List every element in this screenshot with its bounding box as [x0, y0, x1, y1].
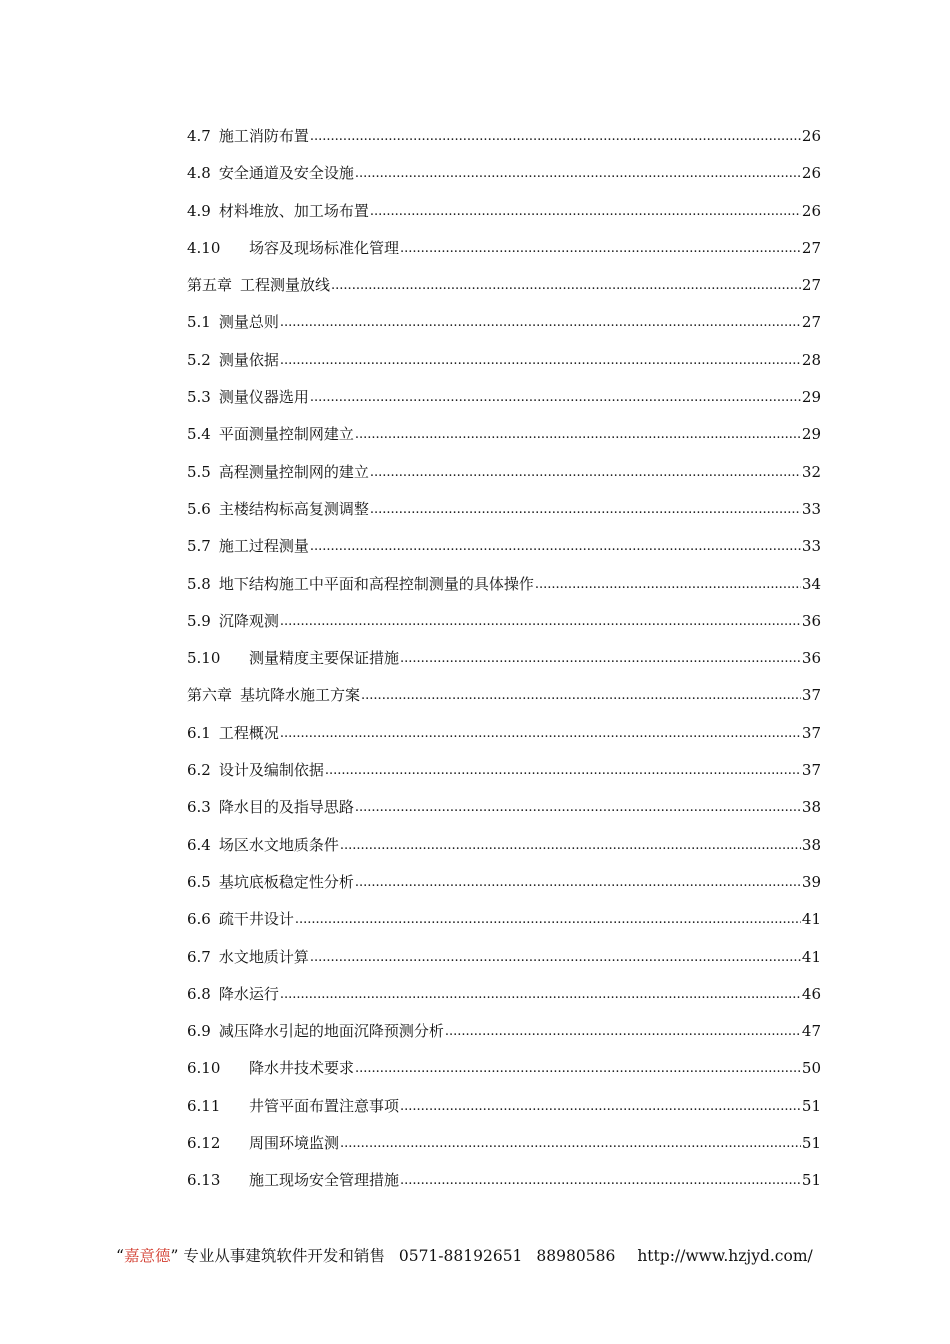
toc-dot-leader	[355, 415, 801, 453]
toc-entry-page: 26	[801, 164, 821, 183]
toc-entry-page: 41	[801, 947, 821, 966]
footer-quote-open: “	[116, 1247, 124, 1265]
toc-dot-leader	[355, 154, 801, 192]
toc-entry-page: 29	[801, 425, 821, 444]
toc-entry-title: 降水井技术要求	[249, 1059, 355, 1078]
toc-dot-leader	[445, 1012, 801, 1050]
toc-entry-title: 水文地质计算	[218, 947, 309, 966]
toc-entry[interactable]	[187, 1050, 821, 1087]
toc-entry-number: 5.8	[187, 574, 211, 593]
toc-entry[interactable]	[187, 118, 821, 155]
toc-dot-leader	[340, 1124, 801, 1162]
toc-entry-title: 疏干井设计	[218, 910, 294, 929]
toc-entry-title: 测量仪器选用	[218, 388, 309, 407]
toc-entry-number: 6.7	[187, 947, 211, 966]
toc-entry-title: 减压降水引起的地面沉降预测分析	[218, 1022, 444, 1041]
toc-entry[interactable]	[187, 640, 821, 677]
toc-dot-leader	[340, 826, 801, 864]
toc-entry-number: 6.12	[187, 1134, 221, 1153]
toc-entry-page: 27	[801, 313, 821, 332]
toc-entry-title: 测量总则	[218, 313, 279, 332]
toc-entry-title: 地下结构施工中平面和高程控制测量的具体操作	[218, 574, 534, 593]
toc-dot-leader	[361, 676, 801, 714]
toc-entry[interactable]	[187, 416, 821, 453]
toc-entry-number: 6.10	[187, 1059, 221, 1078]
toc-entry-number: 5.5	[187, 462, 211, 481]
toc-entry-title: 施工消防布置	[218, 127, 309, 145]
toc-entry-number: 5.1	[187, 313, 211, 332]
toc-entry-number: 6.3	[187, 798, 211, 817]
toc-entry-number: 6.11	[187, 1096, 221, 1115]
toc-dot-leader	[331, 266, 801, 304]
toc-entry-title: 安全通道及安全设施	[218, 164, 354, 183]
toc-entry[interactable]	[187, 267, 821, 304]
toc-entry-title: 场容及现场标准化管理	[249, 238, 400, 257]
toc-entry-page: 51	[801, 1096, 821, 1115]
toc-entry[interactable]	[187, 230, 821, 267]
toc-entry-number: 4.10	[187, 238, 221, 257]
toc-entry-title: 高程测量控制网的建立	[218, 462, 369, 481]
toc-dot-leader	[370, 490, 801, 528]
toc-dot-leader	[310, 378, 801, 416]
toc-dot-leader	[310, 117, 801, 155]
toc-entry-page: 33	[801, 499, 821, 518]
toc-entry-page: 27	[801, 238, 821, 257]
toc-entry-number: 6.1	[187, 723, 211, 742]
toc-dot-leader	[370, 453, 801, 491]
toc-entry-title: 周围环境监测	[249, 1134, 340, 1153]
toc-entry-number: 6.6	[187, 910, 211, 929]
toc-entry-title: 场区水文地质条件	[218, 835, 339, 854]
toc-entry-page: 28	[801, 350, 821, 369]
toc-entry-page: 51	[801, 1171, 821, 1190]
toc-entry-number: 第五章	[187, 276, 233, 295]
toc-entry[interactable]	[187, 715, 821, 752]
toc-dot-leader	[355, 788, 801, 826]
toc-entry-page: 38	[801, 835, 821, 854]
toc-entry-title: 基坑降水施工方案	[240, 686, 361, 705]
toc-dot-leader	[355, 1049, 801, 1087]
toc-entry-title: 降水目的及指导思路	[218, 798, 354, 817]
toc-dot-leader	[280, 714, 801, 752]
toc-entry-page: 37	[801, 686, 821, 705]
toc-entry-page: 27	[801, 276, 821, 295]
toc-entry-page: 34	[801, 574, 821, 593]
toc-entry-number: 6.4	[187, 835, 211, 854]
toc-entry[interactable]	[187, 528, 821, 565]
toc-entry-page: 41	[801, 910, 821, 929]
footer-brand: 嘉意德	[123, 1247, 171, 1265]
toc-entry-page: 29	[801, 388, 821, 407]
toc-entry-title: 井管平面布置注意事项	[249, 1096, 400, 1115]
toc-entry[interactable]	[187, 155, 821, 192]
toc-entry-title: 施工现场安全管理措施	[249, 1171, 400, 1190]
toc-entry-page: 26	[801, 201, 821, 220]
toc-entry-number: 4.9	[187, 201, 211, 220]
toc-entry-number: 4.7	[187, 127, 211, 145]
footer-quote-close: ”	[170, 1247, 179, 1265]
toc-entry-title: 主楼结构标高复测调整	[218, 499, 369, 518]
toc-entry[interactable]	[187, 976, 821, 1013]
toc-entry[interactable]	[187, 304, 821, 341]
toc-dot-leader	[355, 863, 801, 901]
toc-entry-page: 36	[801, 649, 821, 668]
toc-entry-title: 施工过程测量	[218, 537, 309, 556]
toc-entry-page: 47	[801, 1022, 821, 1041]
toc-entry-page: 33	[801, 537, 821, 556]
toc-entry-page: 50	[801, 1059, 821, 1078]
toc-entry-number: 4.8	[187, 164, 211, 183]
footer-phone-2: 88980586	[536, 1247, 616, 1265]
toc-entry[interactable]	[187, 491, 821, 528]
toc-dot-leader	[280, 341, 801, 379]
toc-entry-number: 5.2	[187, 350, 211, 369]
toc-entry-page: 38	[801, 798, 821, 817]
toc-entry[interactable]	[187, 901, 821, 938]
toc-entry-number: 6.13	[187, 1171, 221, 1190]
toc-entry[interactable]	[187, 864, 821, 901]
toc-entry-title: 工程测量放线	[240, 276, 331, 295]
toc-dot-leader	[400, 1161, 801, 1199]
toc-entry[interactable]	[187, 1162, 821, 1199]
toc-entry-number: 5.7	[187, 537, 211, 556]
toc-dot-leader	[310, 527, 801, 565]
toc-entry[interactable]	[187, 566, 821, 603]
toc-entry[interactable]	[187, 827, 821, 864]
toc-entry[interactable]	[187, 939, 821, 976]
toc-entry[interactable]	[187, 379, 821, 416]
toc-entry-page: 37	[801, 723, 821, 742]
footer-slogan: 专业从事建筑软件开发和销售	[183, 1247, 385, 1265]
toc-dot-leader	[370, 192, 801, 230]
table-of-contents	[187, 118, 821, 1200]
toc-entry-number: 6.9	[187, 1022, 211, 1041]
toc-entry-number: 6.5	[187, 872, 211, 891]
toc-entry[interactable]	[187, 193, 821, 230]
toc-dot-leader	[295, 900, 801, 938]
toc-entry-number: 5.3	[187, 388, 211, 407]
footer-url[interactable]: http://www.hzjyd.com/	[637, 1247, 813, 1265]
toc-entry[interactable]	[187, 1088, 821, 1125]
toc-entry[interactable]	[187, 752, 821, 789]
toc-dot-leader	[400, 229, 801, 267]
toc-entry-page: 46	[801, 984, 821, 1003]
toc-entry-number: 5.6	[187, 499, 211, 518]
toc-entry-title: 设计及编制依据	[218, 761, 324, 780]
toc-entry[interactable]	[187, 1013, 821, 1050]
toc-entry[interactable]	[187, 603, 821, 640]
footer-phone-1: 0571-88192651	[398, 1247, 523, 1265]
toc-entry-title: 材料堆放、加工场布置	[218, 201, 369, 220]
toc-dot-leader	[280, 303, 801, 341]
toc-entry-title: 平面测量控制网建立	[218, 425, 354, 444]
toc-entry-number: 6.8	[187, 984, 211, 1003]
toc-entry-title: 沉降观测	[218, 611, 279, 630]
toc-entry-title: 测量依据	[218, 350, 279, 369]
toc-entry-page: 26	[801, 127, 821, 145]
toc-entry-page: 32	[801, 462, 821, 481]
toc-entry-title: 工程概况	[218, 723, 279, 742]
page-footer	[116, 1244, 816, 1266]
toc-dot-leader	[325, 751, 801, 789]
toc-dot-leader	[280, 975, 801, 1013]
toc-entry-number: 第六章	[187, 686, 233, 705]
toc-entry-title: 基坑底板稳定性分析	[218, 872, 354, 891]
toc-entry-number: 5.4	[187, 425, 211, 444]
toc-dot-leader	[535, 565, 801, 603]
toc-entry[interactable]	[187, 454, 821, 491]
toc-entry-number: 6.2	[187, 761, 211, 780]
toc-entry-number: 5.9	[187, 611, 211, 630]
toc-entry-number: 5.10	[187, 649, 221, 668]
toc-dot-leader	[310, 938, 801, 976]
toc-entry[interactable]	[187, 342, 821, 379]
toc-entry-title: 测量精度主要保证措施	[249, 649, 400, 668]
toc-entry-title: 降水运行	[218, 984, 279, 1003]
toc-dot-leader	[400, 1087, 801, 1125]
toc-entry[interactable]	[187, 677, 821, 714]
toc-entry-page: 36	[801, 611, 821, 630]
toc-entry-page: 51	[801, 1134, 821, 1153]
toc-entry-page: 37	[801, 761, 821, 780]
toc-entry[interactable]	[187, 789, 821, 826]
toc-dot-leader	[400, 639, 801, 677]
toc-dot-leader	[280, 602, 801, 640]
toc-entry-page: 39	[801, 872, 821, 891]
toc-entry[interactable]	[187, 1125, 821, 1162]
